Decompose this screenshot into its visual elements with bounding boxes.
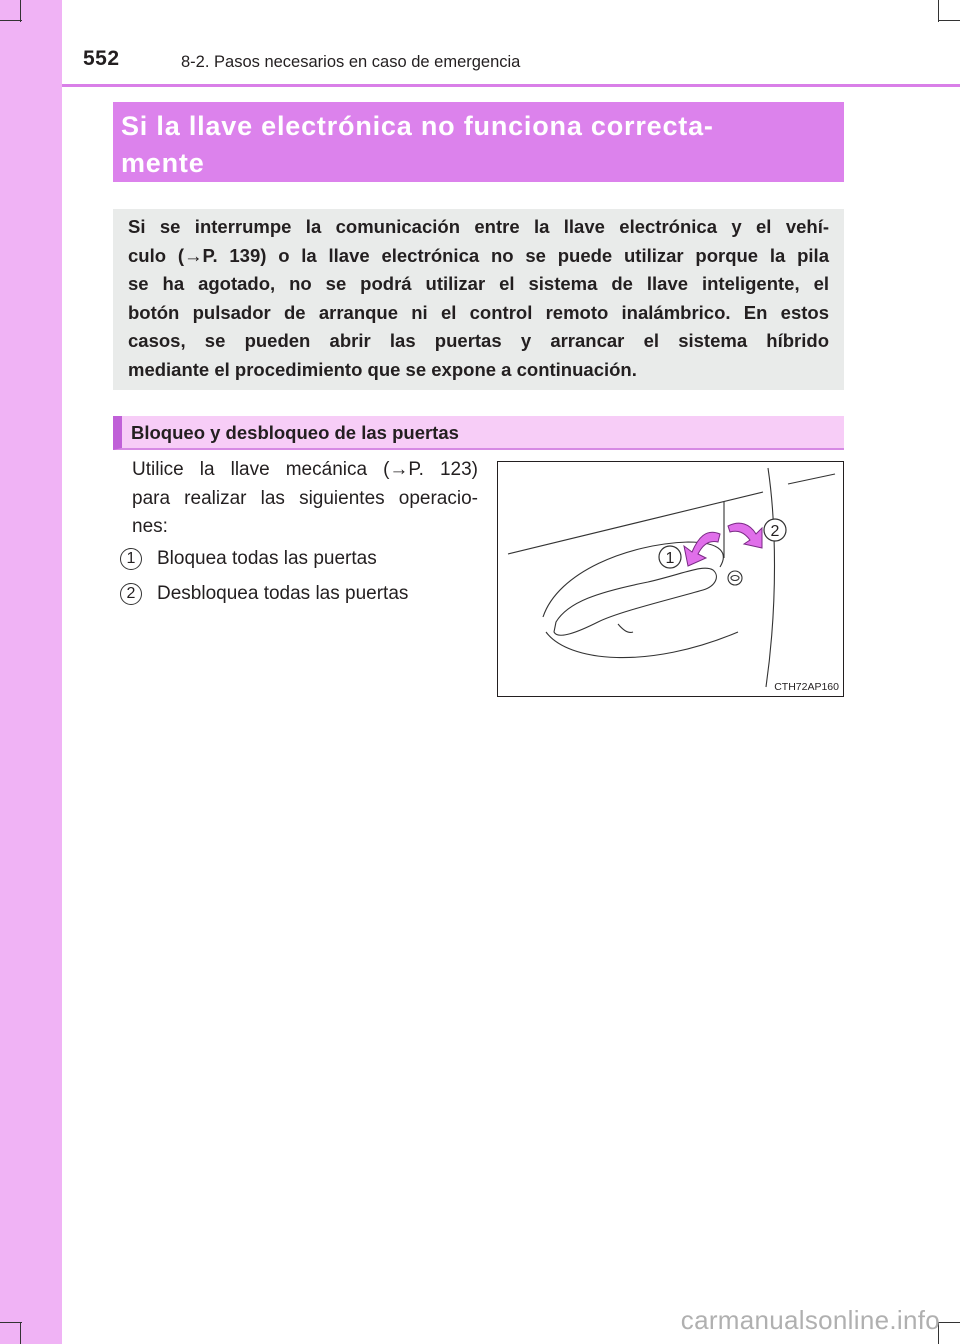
watermark[interactable]: carmanualsonline.info: [680, 1305, 940, 1335]
crop-mark: [20, 0, 21, 22]
main-heading: [113, 102, 844, 182]
list-item-text: Desbloquea todas las puertas: [157, 583, 409, 604]
intro-line: Si se interrumpe la comunicación entre la llave electrónica y el vehí-: [128, 216, 829, 237]
crop-mark: [0, 1322, 22, 1323]
page-number: 552: [83, 47, 120, 70]
list-item: [120, 548, 377, 570]
door-handle-figure: [497, 461, 844, 697]
body-line: para realizar las siguientes operacio-: [132, 487, 478, 509]
sub-heading: Bloqueo y desbloqueo de las puertas: [113, 416, 844, 450]
list-item-text: Bloquea todas las puertas: [157, 548, 377, 569]
door-handle-illustration: [498, 462, 843, 696]
intro-line: casos, se pueden abrir las puertas y arrancar el sistema híbrido: [128, 330, 829, 351]
intro-line: se ha agotado, no se podrá utilizar el sistema de llave inteligente, el: [128, 273, 829, 294]
figure-label-1: 1: [665, 550, 675, 567]
crop-mark: [938, 20, 960, 21]
crop-mark: [938, 1322, 960, 1323]
body-line: Utilice la llave mecánica (→P. 123): [132, 459, 478, 480]
intro-box: [113, 209, 844, 390]
figure-code: CTH72AP160: [774, 681, 839, 693]
crop-mark: [938, 0, 939, 22]
body-text: [132, 456, 478, 542]
number-badge: 2: [120, 583, 142, 605]
main-heading-line: Si la llave electrónica no funciona correcta-: [121, 111, 714, 141]
intro-line: mediante el procedimiento que se expone a continuación.: [128, 358, 637, 380]
list-item: [120, 583, 408, 605]
number-badge: 1: [120, 548, 142, 570]
section-title: 8-2. Pasos necesarios en caso de emergencia: [181, 53, 521, 71]
header-rule: [62, 84, 960, 87]
crop-mark: [20, 1322, 21, 1344]
crop-mark: [0, 20, 22, 21]
body-line: nes:: [132, 516, 168, 537]
intro-line: culo (→P. 139) o la llave electrónica no se puede utilizar porque la pila: [128, 244, 829, 266]
side-band: [0, 0, 62, 1344]
intro-paragraph: [128, 213, 829, 384]
figure-label-2: 2: [770, 523, 780, 540]
intro-line: botón pulsador de arranque ni el control remoto inalámbrico. En estos: [128, 301, 829, 323]
main-heading-line: mente: [121, 148, 205, 178]
